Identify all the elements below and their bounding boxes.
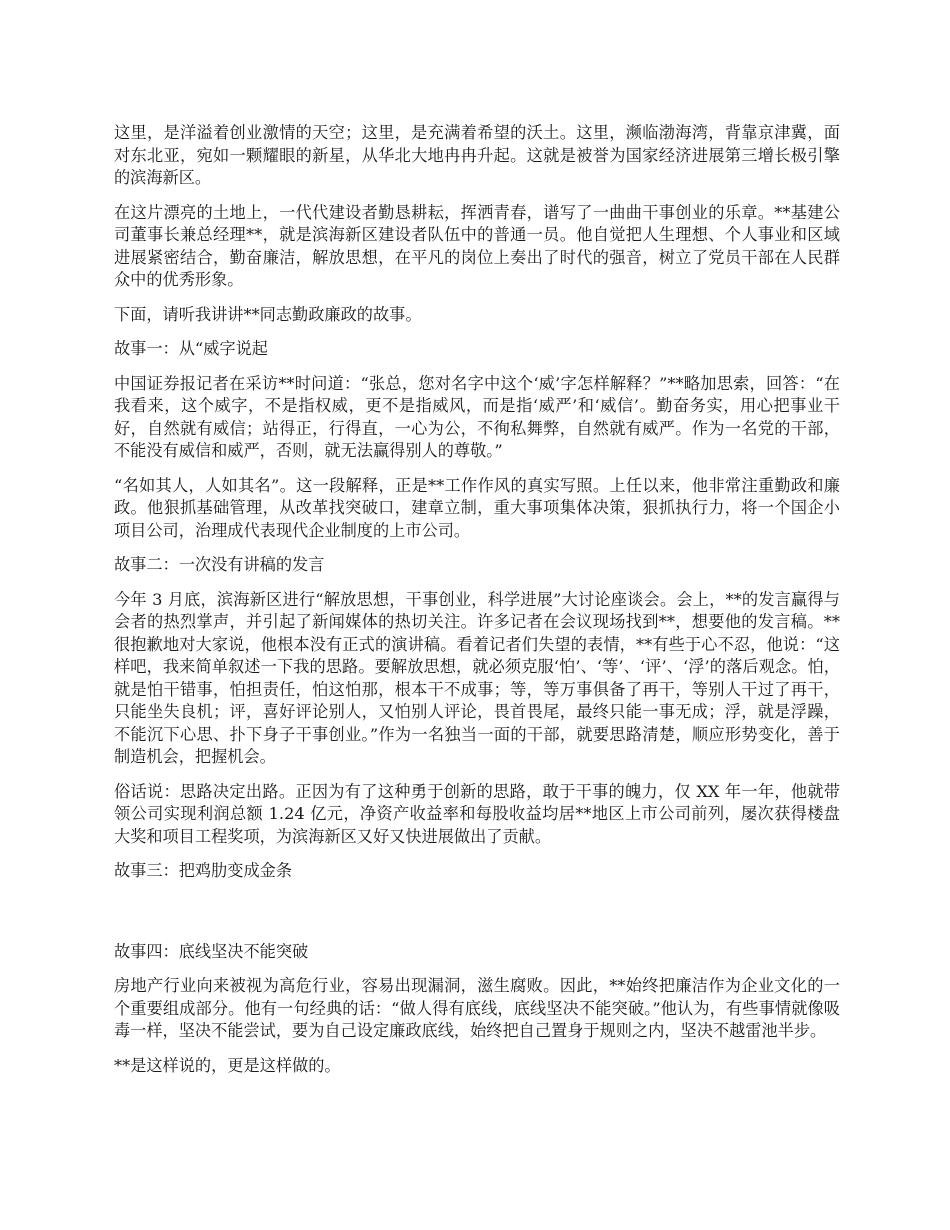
document-body	[114, 122, 840, 1089]
intro-paragraph-3: 下面，请听我讲讲**同志勤政廉政的故事。	[114, 304, 422, 324]
story-2-heading: 故事二：一次没有讲稿的发言	[114, 555, 325, 574]
story-2-paragraph-2: 俗话说：思路决定出路。正因为有了这种勇于创新的思路，敢于干事的魄力，仅 XX 年一年，他就带领公司实现利润总额 1.24 亿元，净资产收益率和每股收益均居**地区上市公司前列，屡次获得楼盘大奖和项目工程奖项，为滨海新区又好又快进展做出了贡献。	[114, 781, 840, 846]
story-2-paragraph-1: 今年 3 月底，滨海新区进行“解放思想，干事创业，科学进展”大讨论座谈会。会上，**的发言赢得与会者的热烈掌声，并引起了新闻媒体的热切关注。许多记者在会议现场找到**，想要他的发言稿。**很抱歉地对大家说，他根本没有正式的演讲稿。看着记者们失望的表情，**有些于心不忍，他说：“这样吧，我来简单叙述一下我的思路。要解放思想，就必须克服‘怕’、‘等’、‘评’、‘浮’的落后观念。怕，就是怕干错事，怕担责任，怕这怕那，根本干不成事；等，等万事俱备了再干，等别人干过了再干，只能坐失良机；评，喜好评论别人，又怕别人评论，畏首畏尾，最终只能一事无成；浮，就是浮躁，不能沉下心思、扑下身子干事创业。”作为一名独当一面的干部，就要思路清楚，顺应形势变化，善于制造机会，把握机会。	[114, 589, 840, 766]
story-4-paragraph-1: 房地产行业向来被视为高危行业，容易出现漏洞，滋生腐败。因此，**始终把廉洁作为企业文化的一个重要组成部分。他有一句经典的话：“做人得有底线，底线坚决不能突破。”他认为，有些事情就像吸毒一样，坚决不能尝试，要为自己设定廉政底线，始终把自己置身于规则之内，坚决不越雷池半步。	[114, 976, 840, 1040]
story-1-paragraph-2: “名如其人，人如其名”。这一段解释，正是**工作作风的真实写照。上任以来，他非常注重勤政和廉政。他狠抓基础管理，从改革找突破口，建章立制，重大事项集体决策，狠抓执行力，将一个国企小项目公司，治理成代表现代企业制度的上市公司。	[114, 475, 840, 540]
intro-paragraph-2: 在这片漂亮的土地上，一代代建设者勤恳耕耘，挥洒青春，谱写了一曲曲干事创业的乐章。**基建公司董事长兼总经理**，就是滨海新区建设者队伍中的普通一员。他自觉把人生理想、个人事业和区域进展紧密结合，勤奋廉洁，解放思想，在平凡的岗位上奏出了时代的强音，树立了党员干部在人民群众中的优秀形象。	[114, 202, 840, 289]
intro-paragraph-1: 这里，是洋溢着创业激情的天空；这里，是充满着希望的沃土。这里，濒临渤海湾，背靠京津冀，面对东北亚，宛如一颗耀眼的新星，从华北大地冉冉升起。这就是被誉为国家经济进展第三增长极引擎的滨海新区。	[114, 123, 840, 187]
story-1-paragraph-1: 中国证券报记者在采访**时问道：“张总，您对名字中这个‘威’字怎样解释？”**略加思索，回答：“在我看来，这个威字，不是指权威，更不是指威风，而是指‘威严’和‘威信’。勤奋务实，用心把事业干好，自然就有威信；站得正，行得直，一心为公，不徇私舞弊，自然就有威严。作为一名党的干部，不能没有威信和威严，否则，就无法赢得别人的尊敬。”	[114, 373, 840, 460]
story-4-heading: 故事四：底线坚决不能突破	[114, 941, 309, 961]
story-1-heading: 故事一：从“威字说起	[114, 339, 268, 358]
closing-paragraph: **是这样说的，更是这样做的。	[114, 1055, 341, 1075]
story-3-heading: 故事三：把鸡肋变成金条	[114, 861, 293, 880]
blank-gap	[114, 895, 840, 941]
